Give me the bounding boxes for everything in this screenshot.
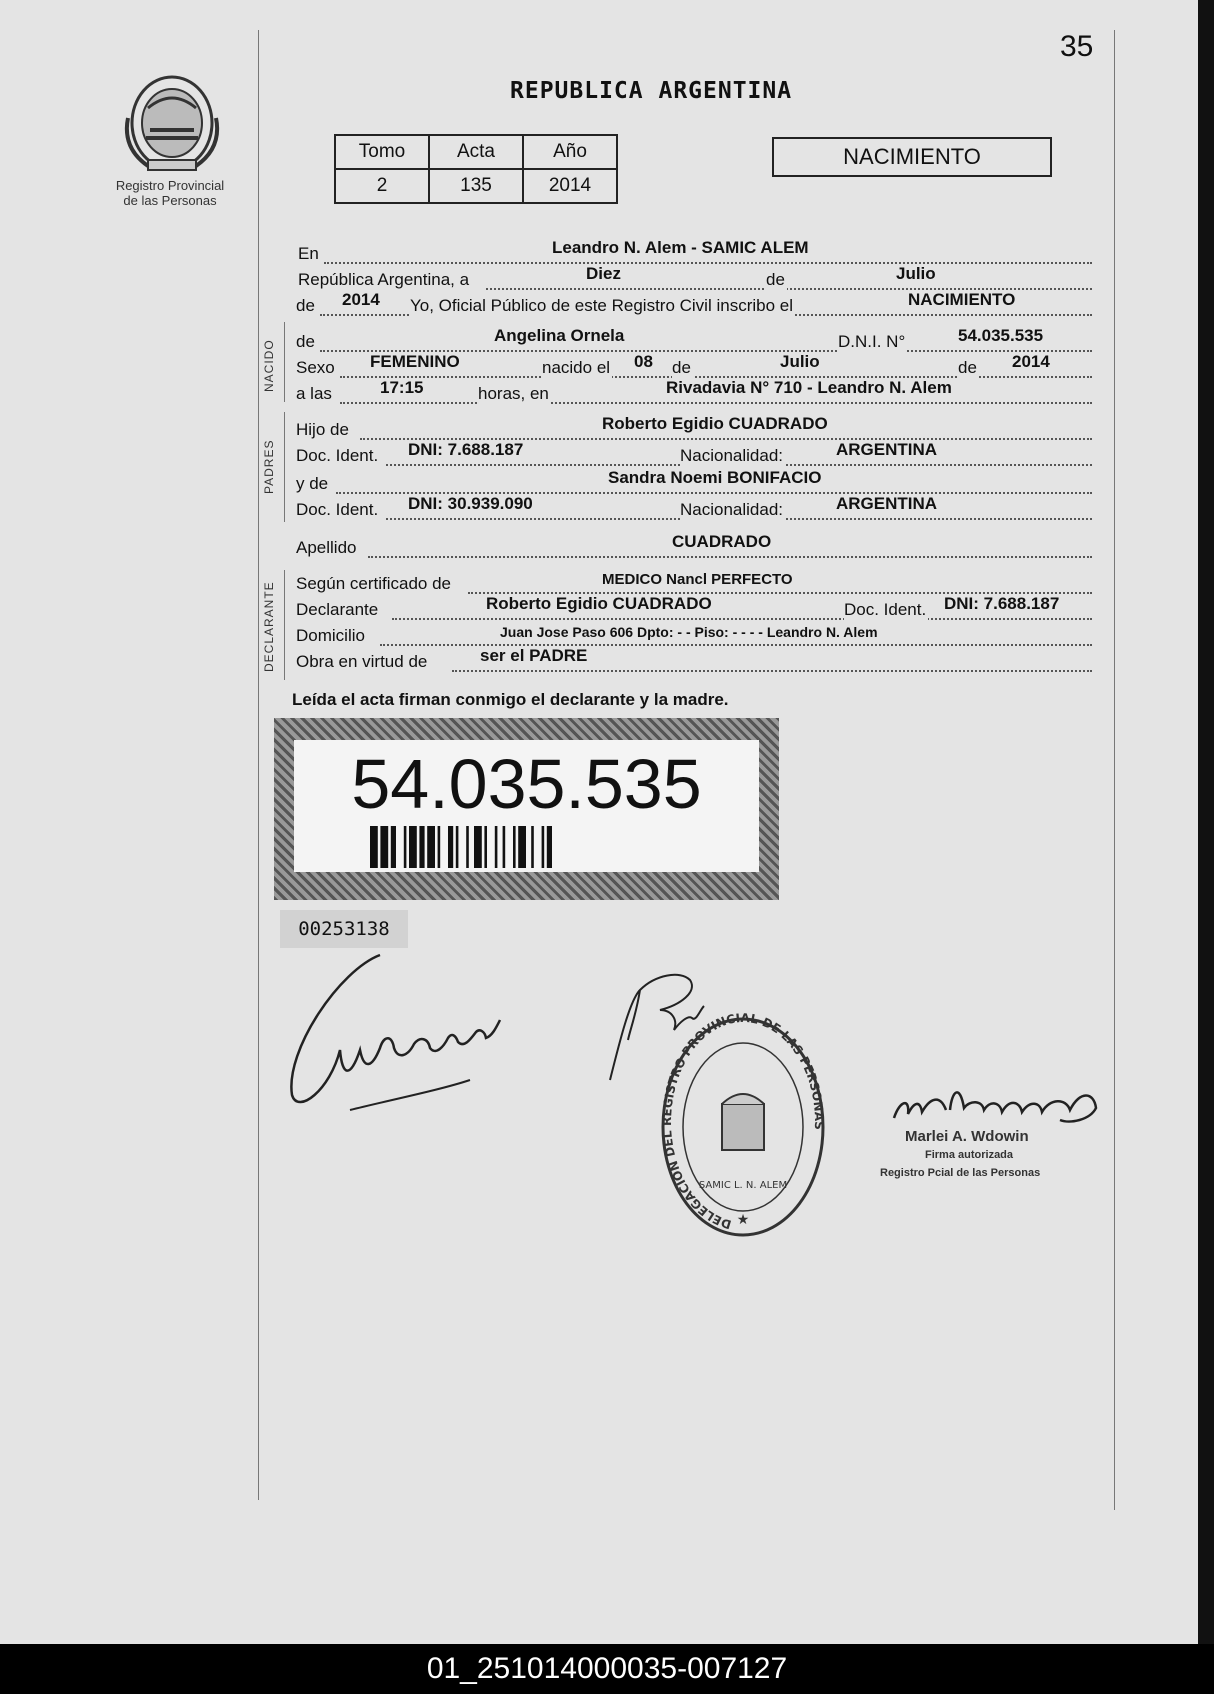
yde-label: y de — [296, 474, 329, 493]
field-row-declarante — [296, 594, 1096, 622]
page-number: 35 — [1060, 30, 1094, 63]
field-row-inscribo — [296, 290, 1096, 318]
left-margin-line — [258, 30, 259, 1500]
section-label-nacido: NACIDO — [262, 339, 276, 392]
provincial-seal-logo — [118, 68, 226, 178]
hora-label: a las — [296, 384, 332, 403]
field-row-nombre — [296, 326, 1096, 354]
record-type-box: NACIMIENTO — [772, 137, 1052, 177]
nac-madre-label: Nacionalidad: — [680, 500, 784, 519]
barcode-bar — [542, 826, 545, 868]
yo-label: Yo, Oficial Público de este Registro Civil inscribo el — [410, 296, 793, 315]
nac-madre-value: ARGENTINA — [836, 494, 938, 513]
barcode-bar — [484, 826, 487, 868]
sexo-value: FEMENINO — [370, 352, 460, 371]
barcode-bar — [438, 826, 441, 868]
doc-madre-value: DNI: 30.939.090 — [408, 494, 533, 513]
horas-label: horas, en — [478, 384, 549, 403]
hijo-label: Hijo de — [296, 420, 349, 439]
document-title: REPUBLICA ARGENTINA — [510, 78, 793, 104]
id-barcode-sticker — [274, 718, 779, 900]
dni-label: D.N.I. N° — [838, 332, 906, 351]
registry-label-line2: de las Personas — [123, 193, 217, 208]
record-table-value-row — [335, 169, 617, 203]
dia-value: Diez — [586, 264, 621, 283]
domicilio-label: Domicilio — [296, 626, 365, 645]
registry-label-line1: Registro Provincial — [115, 178, 225, 193]
sexo-label: Sexo — [296, 358, 335, 377]
domicilio-value: Juan Jose Paso 606 Dpto: - - Piso: - - - - Leandro N. Alem — [500, 624, 878, 640]
record-table — [334, 134, 618, 204]
barcode-bar — [513, 826, 516, 868]
barcode-bar — [547, 826, 552, 868]
nac-padre-label: Nacionalidad: — [680, 446, 784, 465]
section-divider-line — [284, 412, 285, 522]
en-label: En — [298, 244, 319, 263]
obra-value: ser el PADRE — [480, 646, 588, 665]
barcode-bar — [456, 826, 459, 868]
mes-value: Julio — [896, 264, 936, 283]
record-header-acta: Acta — [429, 135, 523, 169]
section-label-padres: PADRES — [262, 439, 276, 494]
declarante-label: Declarante — [296, 600, 379, 619]
barcode-bar — [391, 826, 396, 868]
field-row-obra — [296, 646, 1096, 674]
field-row-domicilio — [296, 624, 1096, 648]
obra-label: Obra en virtud de — [296, 652, 428, 671]
barcode-bar — [466, 826, 469, 868]
barcode-bar — [503, 826, 506, 868]
right-margin-line — [1114, 30, 1115, 1510]
field-row-certificado — [296, 572, 1096, 596]
field-row-republica — [296, 264, 1096, 292]
nac-mes-value: Julio — [780, 352, 820, 371]
barcode-bar — [419, 826, 424, 868]
apellido-value: CUADRADO — [672, 532, 772, 551]
barcode-bars — [370, 826, 680, 868]
section-label-declarante: DECLARANTE — [262, 581, 276, 672]
barcode-bar — [409, 826, 417, 868]
section-divider-line — [284, 570, 285, 680]
republica-label: República Argentina, a — [298, 270, 470, 289]
doc-padre-value: DNI: 7.688.187 — [408, 440, 524, 459]
registry-label — [110, 178, 230, 208]
record-header-tomo: Tomo — [335, 135, 429, 169]
barcode-bar — [380, 826, 388, 868]
official-stamp — [658, 1012, 828, 1242]
footer-id: 01_251014000035-007127 — [0, 1644, 1214, 1694]
field-row-hora — [296, 378, 1096, 406]
certificado-value: MEDICO Nancl PERFECTO — [602, 571, 793, 588]
en-value: Leandro N. Alem - SAMIC ALEM — [552, 238, 809, 257]
barcode-bar — [448, 826, 453, 868]
dni-value: 54.035.535 — [958, 326, 1044, 345]
decl-doc-value: DNI: 7.688.187 — [944, 594, 1060, 613]
inscribo-value: NACIMIENTO — [908, 290, 1016, 309]
field-row-hijo — [296, 414, 1096, 442]
nac-anio-value: 2014 — [1012, 352, 1050, 371]
serial-number: 00253138 — [280, 910, 408, 948]
svg-text:★: ★ — [736, 1211, 750, 1227]
nombre-value: Angelina Ornela — [494, 326, 625, 345]
scan-right-border — [1198, 0, 1214, 1644]
record-value-acta: 135 — [429, 169, 523, 203]
nac-de2-label: de — [958, 358, 977, 377]
lugar-value: Rivadavia N° 710 - Leandro N. Alem — [666, 378, 952, 397]
signatory-name: Marlei A. Wdowin — [905, 1128, 1029, 1145]
de-label: de — [766, 270, 785, 289]
de2-label: de — [296, 296, 315, 315]
signatory-role: Firma autorizada — [925, 1149, 1014, 1161]
nac-de-label: de — [672, 358, 691, 377]
padre-value: Roberto Egidio CUADRADO — [602, 414, 828, 433]
field-row-doc-madre — [296, 494, 1096, 522]
record-value-anio: 2014 — [523, 169, 617, 203]
doc-madre-label: Doc. Ident. — [296, 500, 379, 519]
stamp-inner-text: SAMIC L. N. ALEM — [698, 1180, 788, 1191]
closing-text: Leída el acta firman conmigo el declarante y la madre. — [292, 690, 729, 709]
field-row-doc-padre — [296, 440, 1096, 468]
barcode-panel — [294, 740, 759, 872]
apellido-label: Apellido — [296, 538, 357, 557]
barcode-bar — [495, 826, 498, 868]
decl-doc-label: Doc. Ident. — [844, 600, 927, 619]
anio-value: 2014 — [342, 290, 380, 309]
field-row-sexo — [296, 352, 1096, 380]
signatory-org: Registro Pcial de las Personas — [880, 1167, 1041, 1179]
record-table-header-row — [335, 135, 617, 169]
nombre-label: de — [296, 332, 315, 351]
nacido-label: nacido el — [542, 358, 611, 377]
field-row-apellido — [296, 532, 1096, 560]
barcode-bar — [531, 826, 534, 868]
stamp-ring-text: DELEGACION DEL REGISTRO PROVINCIAL DE LAS PERSONAS — [660, 1012, 827, 1232]
record-value-tomo: 2 — [335, 169, 429, 203]
doc-padre-label: Doc. Ident. — [296, 446, 379, 465]
certificado-label: Según certificado de — [296, 574, 451, 593]
barcode-bar — [427, 826, 435, 868]
barcode-bar — [518, 826, 526, 868]
declarante-value: Roberto Egidio CUADRADO — [486, 594, 712, 613]
barcode-bar — [404, 826, 407, 868]
field-row-en — [296, 238, 1096, 266]
nac-padre-value: ARGENTINA — [836, 440, 938, 459]
declarant-signature — [280, 940, 540, 1120]
nac-dia-value: 08 — [634, 352, 653, 371]
hora-value: 17:15 — [380, 378, 424, 397]
section-divider-line — [284, 322, 285, 402]
madre-value: Sandra Noemi BONIFACIO — [608, 468, 822, 487]
barcode-number: 54.035.535 — [351, 745, 702, 823]
barcode-bar — [474, 826, 482, 868]
barcode-bar — [370, 826, 378, 868]
field-row-madre — [296, 468, 1096, 496]
record-header-anio: Año — [523, 135, 617, 169]
